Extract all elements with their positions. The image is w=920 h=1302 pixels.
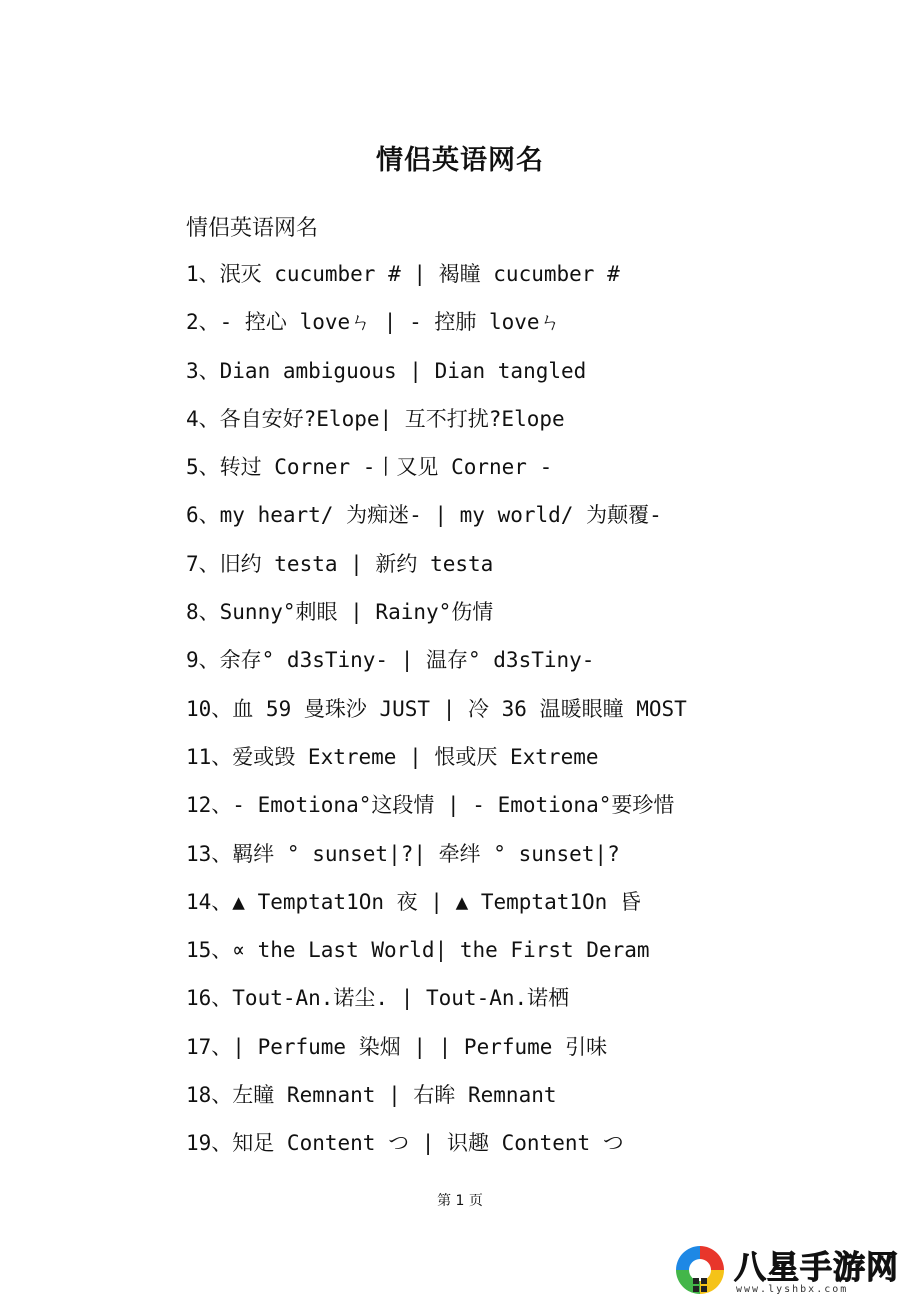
list-item: 14、▲ Temptat1On 夜 | ▲ Temptat1On 昏: [186, 889, 641, 914]
list-item: 5、转过 Corner -丨又见 Corner -: [186, 455, 553, 480]
watermark: [672, 1240, 912, 1298]
brand-url: www.lyshbx.com: [736, 1284, 849, 1295]
list-item: 6、my heart/ 为痴迷- | my world/ 为颠覆-: [186, 503, 662, 528]
page-title: 情侣英语网名: [376, 145, 544, 176]
list-item: 11、爱或毁 Extreme | 恨或厌 Extreme: [186, 744, 599, 769]
list-item: 17、| Perfume 染烟 | | Perfume 引味: [186, 1034, 608, 1059]
list-item: 13、羁绊 ° sunset|?| 牵绊 ° sunset|?: [186, 841, 620, 866]
list-item: 9、余存° d3sTiny- | 温存° d3sTiny-: [186, 648, 595, 673]
name-list: [186, 256, 687, 1174]
list-item: 18、左瞳 Remnant | 右眸 Remnant: [186, 1083, 557, 1108]
list-item: 3、Dian ambiguous | Dian tangled: [186, 358, 587, 383]
list-item: 4、各自安好?Elope| 互不打扰?Elope: [186, 406, 565, 431]
brand-logo-icon: [672, 1242, 728, 1298]
list-item: 8、Sunny°刺眼 | Rainy°伤情: [186, 600, 494, 625]
list-item: 10、血 59 曼珠沙 JUST | 冷 36 温暖眼瞳 MOST: [186, 696, 687, 721]
list-item: 2、- 控心 loveㄣ | - 控肺 loveㄣ: [186, 310, 561, 335]
list-item: 15、∝ the Last World| the First Deram: [186, 938, 650, 963]
list-item: 1、泯灭 cucumber # | 褐瞳 cucumber #: [186, 262, 620, 286]
subheading: 情侣英语网名: [186, 216, 319, 241]
list-item: 7、旧约 testa | 新约 testa: [186, 551, 494, 576]
list-item: 12、- Emotiona°这段情 | - Emotiona°要珍惜: [186, 793, 675, 818]
list-item: 19、知足 Content つ | 识趣 Content つ: [186, 1131, 624, 1156]
brand-name: 八星手游网: [734, 1248, 900, 1286]
list-item: 16、Tout-An.诺尘. | Tout-An.诺栖: [186, 986, 570, 1011]
page-number: 第 1 页: [437, 1193, 483, 1209]
